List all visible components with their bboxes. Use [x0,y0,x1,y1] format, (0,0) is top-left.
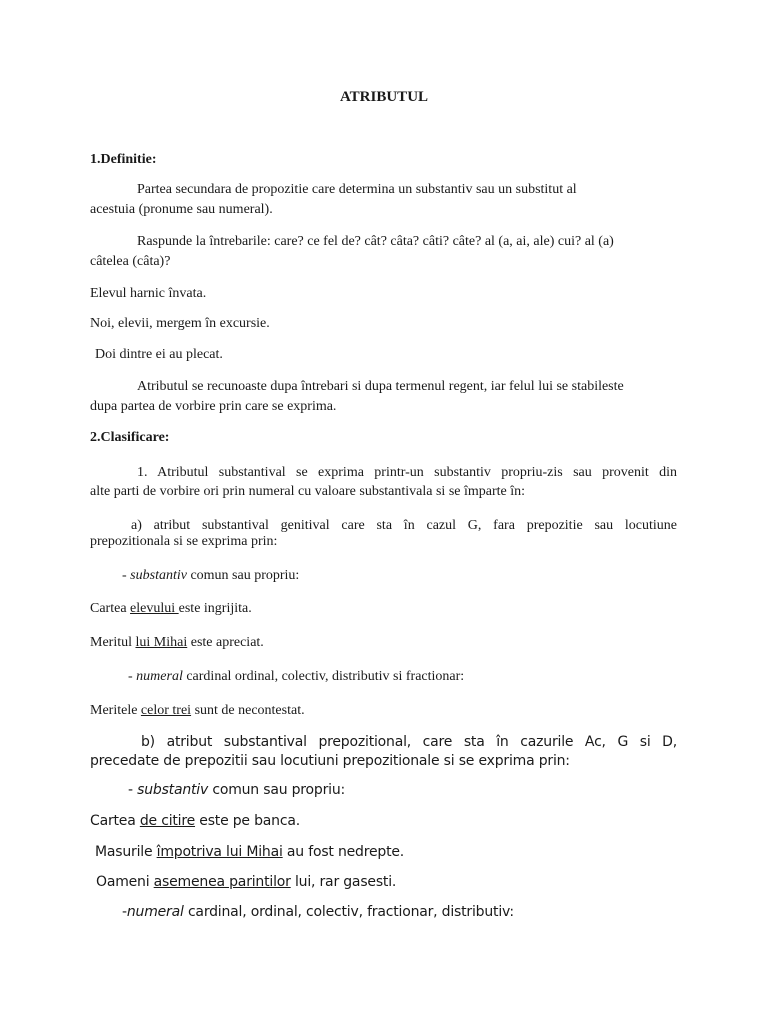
paragraph-line: b) atribut substantival prepozitional, care sta în cazurile Ac, G si D, [141,734,677,750]
underlined-attribute: de citire [139,813,196,829]
list-item [128,780,715,800]
paragraph-line: precedate de prepozitii sau locutiuni prepozitionale si se exprima prin: [90,753,570,769]
term-italic: numeral [136,669,183,684]
list-text: cardinal ordinal, colectiv, distributiv si fractionar: [182,669,465,684]
example-text: Cartea [90,601,131,616]
paragraph-line: prepozitionala si se exprima prin: [90,534,278,549]
list-text: comun sau propriu: [186,568,300,583]
paragraph-line: câtelea (câta)? [90,254,171,269]
example-line [90,633,677,653]
example-line: Elevul harnic învata. [90,286,207,301]
list-item [122,566,709,586]
section-heading-clasificare: 2.Clasificare: [90,430,170,445]
example-line [90,811,677,831]
list-text: cardinal, ordinal, colectiv, fractionar, distributiv: [183,904,514,920]
list-item [128,667,715,687]
example-line: Doi dintre ei au plecat. [95,347,223,362]
example-line [90,701,677,721]
underlined-attribute: elevului [130,601,179,616]
list-dash: - [122,904,127,920]
paragraph-line: Atributul se recunoaste dupa întrebari si dupa termenul regent, iar felul lui se stabileste [137,379,624,394]
example-text: Meritele [90,703,141,718]
example-line [90,599,677,619]
example-text: lui, rar gasesti. [290,874,397,890]
list-dash: - [128,782,138,798]
section-heading-definitie: 1.Definitie: [90,152,157,167]
paragraph-line: alte parti de vorbire ori prin numeral cu valoare substantivala si se împarte în: [90,484,526,499]
list-text: comun sau propriu: [208,782,346,798]
example-text: este apreciat. [187,635,264,650]
list-dash: - [122,568,131,583]
example-line [95,842,682,862]
page-title: ATRIBUTUL [339,89,429,105]
paragraph-line: a) atribut substantival genitival care sta în cazul G, fara prepozitie sau locutiune [131,518,677,533]
example-text: este ingrijita. [178,601,252,616]
term-italic: substantiv [130,568,187,583]
list-item [122,902,709,922]
paragraph-line: Partea secundara de propozitie care determina un substantiv sau un substitut al [137,182,577,197]
term-italic: numeral [126,904,184,920]
term-italic: substantiv [137,782,209,798]
paragraph-line: Raspunde la întrebarile: care? ce fel de? cât? câta? câti? câte? al (a, ai, ale) cui? al (a) [137,234,614,249]
paragraph-line: dupa partea de vorbire prin care se exprima. [90,399,337,414]
example-text: au fost nedrepte. [282,844,405,860]
example-text: Oameni [96,874,154,890]
underlined-attribute: celor trei [140,703,192,718]
underlined-attribute: lui Mihai [135,635,188,650]
paragraph-line: acestuia (pronume sau numeral). [90,202,273,217]
example-text: Cartea [90,813,140,829]
underlined-attribute: împotriva lui Mihai [156,844,283,860]
underlined-attribute: asemenea parintilor [153,874,291,890]
example-text: sunt de necontestat. [191,703,305,718]
example-text: Meritul [90,635,136,650]
example-text: Masurile [95,844,157,860]
example-line: Noi, elevii, mergem în excursie. [90,316,270,331]
example-line [96,872,683,892]
example-text: este pe banca. [195,813,300,829]
list-dash: - [128,669,137,684]
paragraph-line: 1. Atributul substantival se exprima printr-un substantiv propriu-zis sau provenit din [137,465,677,480]
